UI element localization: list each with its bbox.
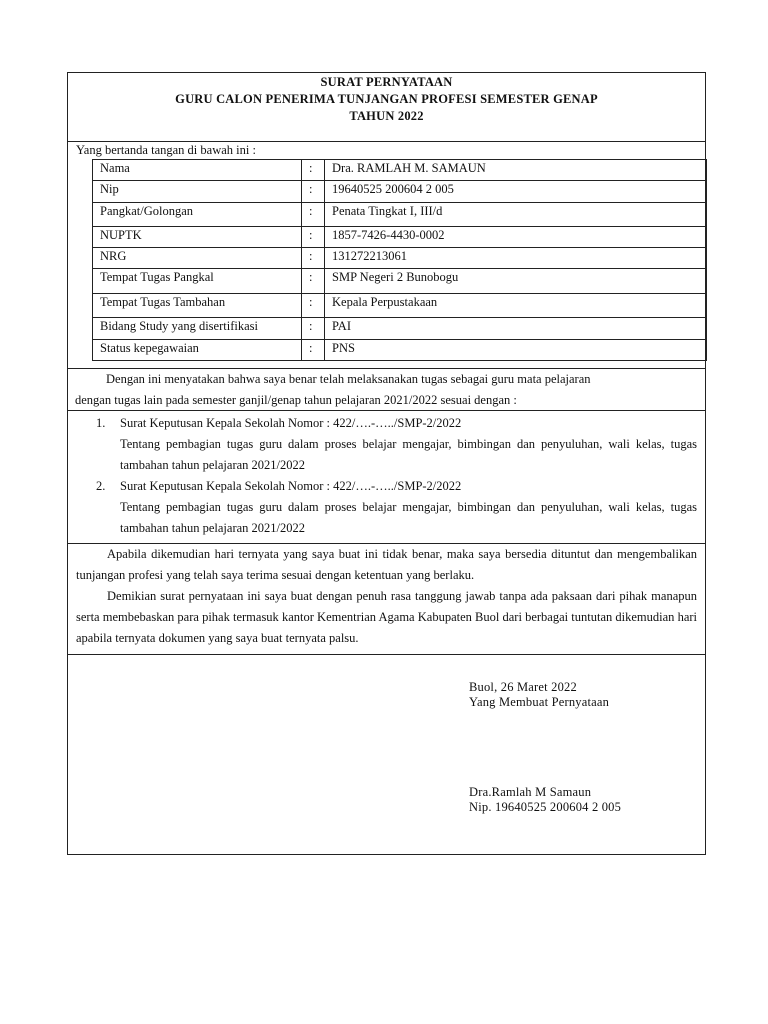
- signature-role: Yang Membuat Pernyataan: [469, 695, 610, 709]
- field-separator: :: [302, 269, 325, 294]
- statement-section: [68, 368, 705, 411]
- document-header: [68, 73, 705, 142]
- field-label: Pangkat/Golongan: [93, 203, 302, 227]
- list-number: 2.: [96, 479, 106, 493]
- intro-text: Yang bertanda tangan di bawah ini :: [76, 143, 256, 157]
- field-label: Nip: [93, 181, 302, 203]
- statement-document: [67, 72, 706, 855]
- table-row: [93, 340, 707, 361]
- decree-title: Surat Keputusan Kepala Sekolah Nomor : 422/….-…../SMP-2/2022: [120, 416, 462, 430]
- field-separator: :: [302, 248, 325, 269]
- table-row: [93, 227, 707, 248]
- field-separator: :: [302, 181, 325, 203]
- field-label: NUPTK: [93, 227, 302, 248]
- field-label: Bidang Study yang disertifikasi: [93, 318, 302, 340]
- list-item: [68, 413, 705, 476]
- table-row: [93, 160, 707, 181]
- document-subtitle: GURU CALON PENERIMA TUNJANGAN PROFESI SEMESTER GENAP: [175, 92, 598, 106]
- field-value: 19640525 200604 2 005: [325, 181, 707, 203]
- field-value: PNS: [325, 340, 707, 361]
- decree-description: Tentang pembagian tugas guru dalam proses belajar mengajar, bimbingan dan penyuluhan, wali kelas, tugas tambahan tahun pelajaran 2021/2022: [120, 500, 697, 535]
- field-value: Kepala Perpustakaan: [325, 294, 707, 318]
- field-separator: :: [302, 203, 325, 227]
- field-label: Nama: [93, 160, 302, 181]
- field-value: 131272213061: [325, 248, 707, 269]
- declaration-section: [68, 544, 705, 655]
- document-year: TAHUN 2022: [349, 109, 424, 123]
- declaration-paragraph: Apabila dikemudian hari ternyata yang saya buat ini tidak benar, maka saya bersedia dituntut dan mengembalikan tunjangan profesi yang telah saya terima sesuai dengan ketentuan yang berlaku.: [76, 547, 697, 582]
- statement-line: dengan tugas lain pada semester ganjil/genap tahun pelajaran 2021/2022 sesuai dengan :: [75, 393, 517, 407]
- decree-description: Tentang pembagian tugas guru dalam proses belajar mengajar, bimbingan dan penyuluhan, wali kelas, tugas tambahan tahun pelajaran 2021/2022: [120, 437, 697, 472]
- field-label: Tempat Tugas Pangkal: [93, 269, 302, 294]
- field-label: Tempat Tugas Tambahan: [93, 294, 302, 318]
- signatory-name: Dra.Ramlah M Samaun: [469, 785, 592, 799]
- field-label: Status kepegawaian: [93, 340, 302, 361]
- field-value: 1857-7426-4430-0002: [325, 227, 707, 248]
- field-value: Dra. RAMLAH M. SAMAUN: [325, 160, 707, 181]
- field-separator: :: [302, 294, 325, 318]
- field-separator: :: [302, 160, 325, 181]
- field-separator: :: [302, 318, 325, 340]
- table-row: [93, 294, 707, 318]
- field-value: Penata Tingkat I, III/d: [325, 203, 707, 227]
- field-value: SMP Negeri 2 Bunobogu: [325, 269, 707, 294]
- decree-title: Surat Keputusan Kepala Sekolah Nomor : 422/….-…../SMP-2/2022: [120, 479, 462, 493]
- decree-list: [68, 411, 705, 544]
- statement-line: Dengan ini menyatakan bahwa saya benar telah melaksanakan tugas sebagai guru mata pelajaran: [106, 372, 591, 386]
- field-value: PAI: [325, 318, 707, 340]
- declaration-paragraph: Demikian surat pernyataan ini saya buat dengan penuh rasa tanggung jawab tanpa ada paksaan dari pihak manapun serta membebaskan para pihak termasuk kantor Kementrian Agama Kabupaten Buol dari berbagai tuntutan dikemudian hari apabila ternyata dokumen yang saya buat ternyata palsu.: [76, 589, 697, 645]
- identity-table: [92, 159, 707, 361]
- field-label: NRG: [93, 248, 302, 269]
- table-row: [93, 203, 707, 227]
- document-title: SURAT PERNYATAAN: [320, 75, 453, 89]
- table-row: [93, 181, 707, 203]
- table-row: [93, 318, 707, 340]
- signatory-nip: Nip. 19640525 200604 2 005: [469, 800, 622, 814]
- field-separator: :: [302, 227, 325, 248]
- signature-place-date: Buol, 26 Maret 2022: [469, 680, 577, 694]
- table-row: [93, 269, 707, 294]
- field-separator: :: [302, 340, 325, 361]
- table-row: [93, 248, 707, 269]
- list-item: [68, 476, 705, 539]
- list-number: 1.: [96, 416, 106, 430]
